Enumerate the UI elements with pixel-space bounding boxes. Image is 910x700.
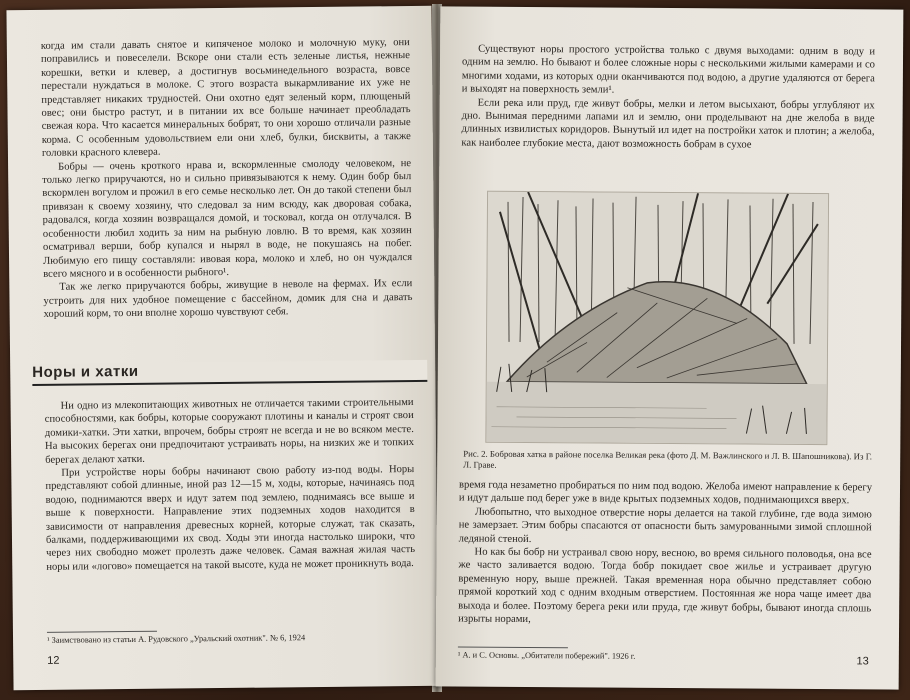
left-paragraph-4: Ни одно из млекопитающих животных не отличается такими строительными способностями, как бобры, которые сооружают плотины и каналы и строят свои домики-хатки. Эти хатки, впрочем, бобры строят не всегда и не во всяком месте. На высоких берегах они предпочитают устраивать норы, на низких же и топких берегах делают хатки. <box>44 397 415 466</box>
left-paragraph-5: При устройстве норы бобры начинают свою работу из-под воды. Норы представляют собой длинные, иной раз 12—15 м, ходы, которые, начинаясь под водою, поднимаются вверх и идут затем под землею, поднимаясь все выше и выше к поверхности. Направление этих подземных ходов находится в зависимости от направления древесных корней, которые служат, так сказать, балками, поддерживающими их свод. Ходы эти иногда настолько широки, что через них свободно может пролезть даже человек. Самая важная жилая часть норы или «логово» помещается на такой высоте, куда не может проникнуть вода. <box>45 464 416 573</box>
left-page <box>6 6 438 690</box>
left-footnote: ¹ Заимствовано из статьи А. Рудовского „Уральский охотник". № 6, 1924 <box>47 633 306 645</box>
left-paragraph-3: Так же легко приручаются бобры, живущие в неволе на фермах. Их если устроить для них удобное помещение с бассейном, домик для сна и давать хороший корм, то они вполне хорошо чувствуют себя. <box>43 278 413 320</box>
right-footnote: ¹ А. и С. Основы. „Обитатели побережий". 1926 г. <box>457 650 636 661</box>
right-paragraph-4: Любопытно, что выходное отверстие норы делается на такой глубине, где вода зимою не замерзает. Этим бобры спасаются от опасности быть замурованными зимой сплошной ледяной стеной. <box>458 506 872 545</box>
right-page <box>436 6 904 689</box>
right-paragraph-1: Существуют норы простого устройства только с двумя выходами: одним в воду и одним на землю. Но бывают и более сложные норы с несколькими жилыми камерами и со многими ходами, из которых одни оканчиваются под водою, а другие удаляются от берега и выходят на поверхность земли¹. <box>461 43 876 96</box>
section-heading: Норы и хатки <box>32 360 427 386</box>
figure-caption: Рис. 2. Бобровая хатка в районе поселка Великая река (фото Д. М. Важлинского и Л. В. Шапошникова). Из Г. Л. Граве. <box>463 448 873 470</box>
right-paragraph-5: Но как бы бобр ни устраивал свою нору, весною, во время сильного половодья, она все же часто заливается водою. Тогда бобр покидает свое жилье и устраивает другую временную нору, выше прежней. Такая временная нора обычно представляет собою прямой короткий ход с одним входным отверстием. Постоянная же нора чаще имеет два выхода и более. Поэтому берега реки или пруда, где живут бобры, бывают иногда сплошь изрыты норами, <box>458 546 872 626</box>
beaver-lodge-illustration <box>485 191 829 445</box>
right-text-bottom <box>458 479 872 629</box>
right-paragraph-2: Если река или пруд, где живут бобры, мелки и летом высыхают, бобры углубляют их дно. Вынимая передними лапами ил и землю, они проделывают на дне желоба в виде длинных извилистых коридоров. Вынутый ил идет на постройки хаток и плотин; а желоба, как наиболее глубокие места, дают возможность бобрам в сухое <box>461 97 875 151</box>
left-footnote-rule <box>47 631 157 633</box>
left-paragraph-1: когда им стали давать снятое и кипяченое молоко и молочную муку, они поправились и повеселели. Вскоре они стали есть зеленые листья, нежные корешки, ветки и клевер, а достигнув восьминедельного возраста, вовсе перестали нуждаться в молоке. С этого возраста выкармливание их уже не представляет никаких трудностей. Они охотно едят зеленый корм, плющеный овес; они быстро растут, и в питании их все больше начинает преобладать свежая кора. Что касается минеральных бобрят, то они хорошо отличали разные корма. С особенным удовольствием ели они хлеб, булки, бисквиты, а также головки красного клевера. <box>40 37 411 160</box>
left-text-bottom <box>45 396 416 574</box>
right-paragraph-3: время года незаметно пробираться по ним под водою. Желоба имеют направление к берегу и идут дальше под берег уже в виде крытых подземных ходов, поднимающихся вверх. <box>458 479 873 507</box>
right-text-top <box>461 43 875 153</box>
left-text-top <box>41 36 413 321</box>
left-page-number: 12 <box>47 654 60 667</box>
right-footnote-rule <box>458 647 568 649</box>
left-paragraph-2: Бобры — очень кроткого нрава и, вскормленные смолоду человеком, не только легко приручаются, но и сильно привязываются к нему. Один бобр был вскормлен вогулом и прожил в его семье несколько лет. Он до такой степени был привязан к своему хозяину, что следовал за ним всюду, как дворовая собака, радовался, когда хозяин возвращался домой, и тосковал, когда он отлучался. В особенности любил ходить за ним на рыбную ловлю. В то время, как хозяин осматривал верши, бобр купался и нырял в воде, не покушаясь на побег. Любимую его пищу составляли: ивовая кора, молоко и хлеб, но он чуждался всего мясного и в особенности рыбного¹. <box>42 157 413 280</box>
right-page-number: 13 <box>856 655 869 668</box>
